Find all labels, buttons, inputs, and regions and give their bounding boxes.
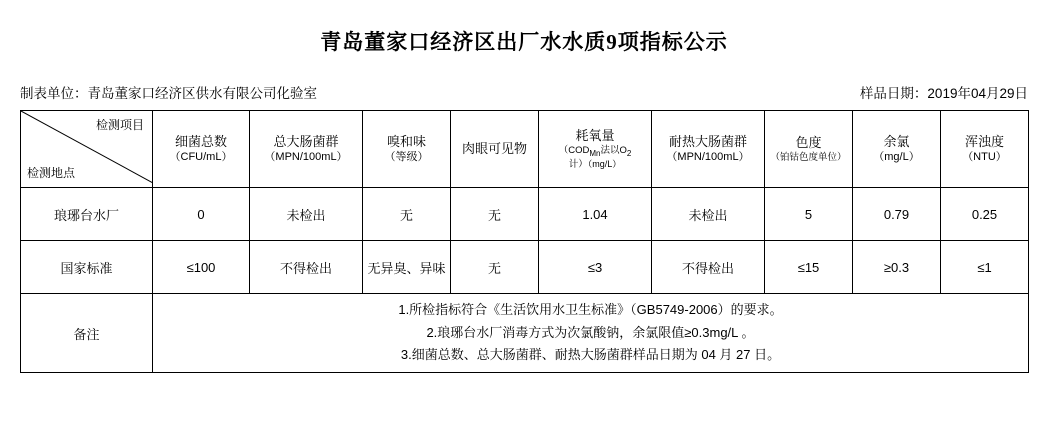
cell-standard-bacteria-count: ≤100 xyxy=(153,241,250,294)
column-header-visible-matter: 肉眼可见物 xyxy=(451,111,539,188)
notes-row xyxy=(21,294,1029,373)
column-header-residual-chlorine: 余氯 （mg/L） xyxy=(853,111,941,188)
document-page xyxy=(0,26,1048,446)
cell-plant-total-coliform: 未检出 xyxy=(250,188,363,241)
cell-plant-residual-chlorine: 0.79 xyxy=(853,188,941,241)
cell-plant-odor-taste: 无 xyxy=(363,188,451,241)
cell-standard-thermotolerant-coliform: 不得检出 xyxy=(652,241,765,294)
table-header-row xyxy=(21,111,1029,188)
page-title: 青岛董家口经济区出厂水水质9项指标公示 xyxy=(320,30,728,54)
cell-plant-chroma: 5 xyxy=(765,188,853,241)
note-line-2: 2.琅琊台水厂消毒方式为次氯酸钠，余氯限值≥0.3mg/L 。 xyxy=(426,324,755,340)
cell-plant-oxygen-consumption: 1.04 xyxy=(539,188,652,241)
sample-date-label: 样品日期：2019年04月29日 xyxy=(859,86,1028,101)
row-label-standard: 国家标准 xyxy=(21,241,153,294)
table-row xyxy=(21,241,1029,294)
column-header-thermotolerant-coliform: 耐热大肠菌群 （MPN/100mL） xyxy=(652,111,765,188)
note-line-3: 3.细菌总数、总大肠菌群、耐热大肠菌群样品日期为 04 月 27 日。 xyxy=(400,347,781,363)
column-header-oxygen-consumption: 耗氧量 （$COD_{Mn}$法以$O_2$ 计）（mg/L） xyxy=(539,111,652,188)
water-quality-table xyxy=(20,110,1029,373)
cell-plant-bacteria-count: 0 xyxy=(153,188,250,241)
note-line-1: 1.所检指标符合《生活饮用水卫生标准》（GB5749-2006）的要求。 xyxy=(398,301,783,317)
cell-plant-turbidity: 0.25 xyxy=(941,188,1029,241)
table-corner-cell xyxy=(21,111,153,188)
corner-label-item: 检测项目 xyxy=(95,118,144,132)
row-label-plant: 琅琊台水厂 xyxy=(21,188,153,241)
notes-content xyxy=(153,294,1029,373)
column-header-bacteria-count: 细菌总数 （CFU/mL） xyxy=(153,111,250,188)
column-header-total-coliform: 总大肠菌群 （MPN/100mL） xyxy=(250,111,363,188)
oxygen-sub-line-2: 计）（mg/L） xyxy=(568,158,622,170)
column-header-chroma: 色度 （铂钴色度单位） xyxy=(765,111,853,188)
cell-standard-oxygen-consumption: ≤3 xyxy=(539,241,652,294)
cell-standard-odor-taste: 无异臭、异味 xyxy=(363,241,451,294)
cell-standard-visible-matter: 无 xyxy=(451,241,539,294)
cell-standard-total-coliform: 不得检出 xyxy=(250,241,363,294)
cell-plant-thermotolerant-coliform: 未检出 xyxy=(652,188,765,241)
meta-row xyxy=(20,82,1028,102)
column-header-turbidity: 浑浊度 （NTU） xyxy=(941,111,1029,188)
cell-standard-chroma: ≤15 xyxy=(765,241,853,294)
cell-standard-residual-chlorine: ≥0.3 xyxy=(853,241,941,294)
maker-label: 制表单位：青岛董家口经济区供水有限公司化验室 xyxy=(20,86,317,101)
oxygen-sub-line-1: （$COD_{Mn}$法以$O_2$ xyxy=(558,144,632,158)
column-header-odor-taste: 嗅和味 （等级） xyxy=(363,111,451,188)
corner-label-location: 检测地点 xyxy=(27,165,76,180)
table-row xyxy=(21,188,1029,241)
notes-label: 备注 xyxy=(21,294,153,373)
cell-plant-visible-matter: 无 xyxy=(451,188,539,241)
cell-standard-turbidity: ≤1 xyxy=(941,241,1029,294)
